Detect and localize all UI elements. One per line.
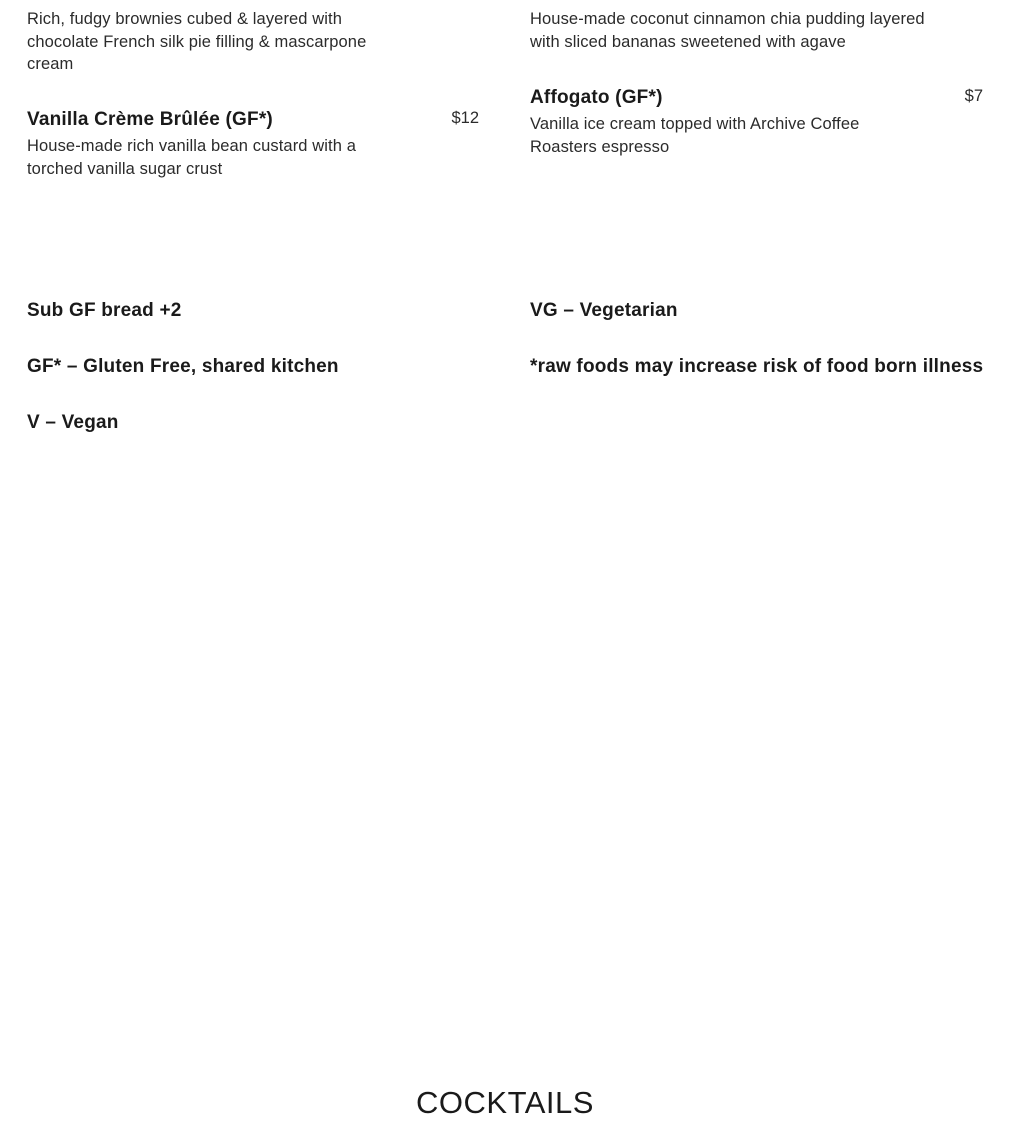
left-item-1-description: Rich, fudgy brownies cubed & layered with chocolate French silk pie filling & mascarpone cream <box>27 10 367 73</box>
note-gluten-free: GF* – Gluten Free, shared kitchen <box>27 356 339 377</box>
left-item-2-price: $12 <box>451 109 479 127</box>
right-item-2-price: $7 <box>964 87 983 105</box>
right-item-2-description: Vanilla ice cream topped with Archive Coffee Roasters espresso <box>530 115 860 156</box>
right-item-1-description: House-made coconut cinnamon chia pudding layered with sliced bananas sweetened with agave <box>530 10 925 51</box>
left-item-2-description: House-made rich vanilla bean custard with a torched vanilla sugar crust <box>27 137 356 178</box>
right-item-2-name: Affogato (GF*) <box>530 87 663 108</box>
cocktails-heading: COCKTAILS <box>416 1085 594 1120</box>
left-item-2-name: Vanilla Crème Brûlée (GF*) <box>27 109 273 130</box>
note-sub-gf-bread: Sub GF bread +2 <box>27 300 182 321</box>
note-vegetarian: VG – Vegetarian <box>530 300 678 321</box>
note-vegan: V – Vegan <box>27 412 119 433</box>
note-raw-foods: *raw foods may increase risk of food born illness <box>530 356 984 377</box>
